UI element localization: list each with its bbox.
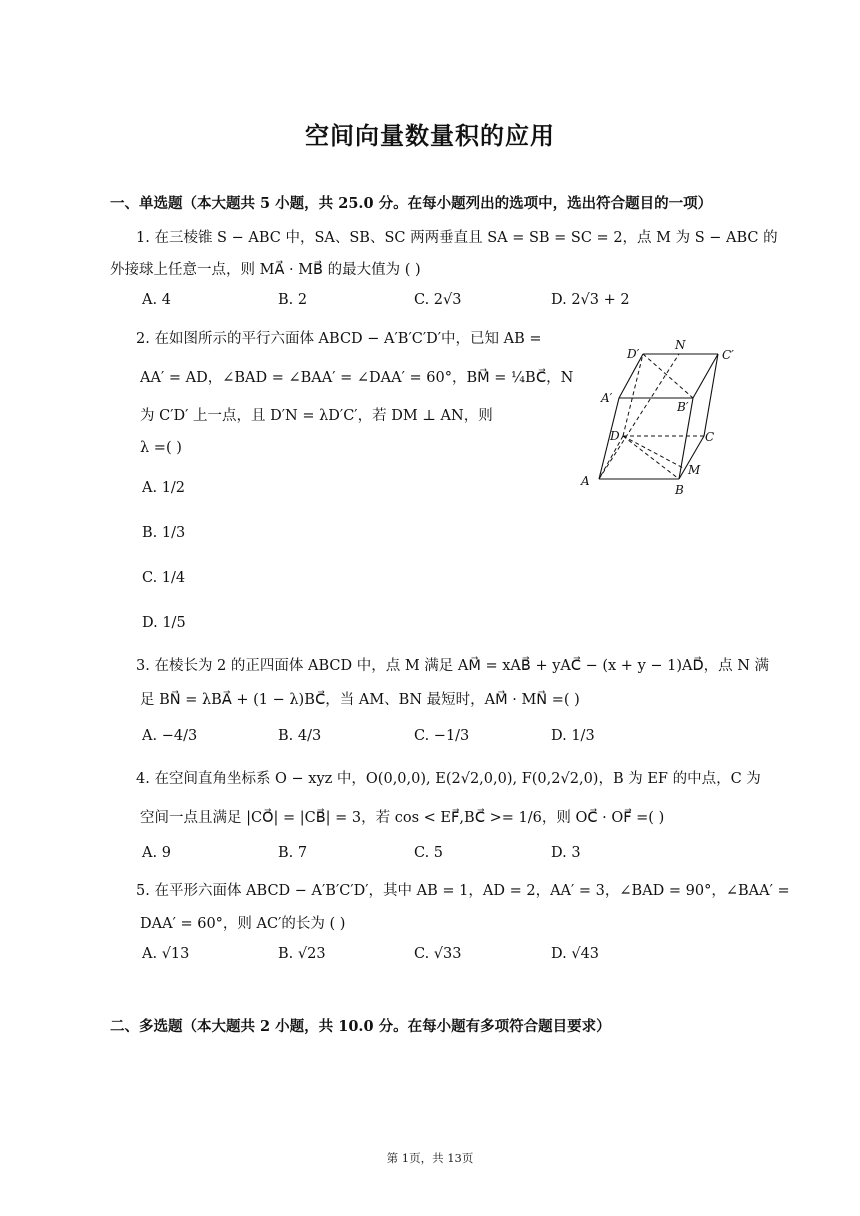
question-3-option-a: A. −4/3 bbox=[142, 728, 198, 744]
question-3-line-2: 足 BN⃗ = λBA⃗ + (1 − λ)BC⃗，当 AM、BN 最短时，AM⃗ · MN⃗ =( ) bbox=[140, 692, 580, 708]
question-1-line-1: 1. 在三棱锥 S − ABC 中，SA、SB、SC 两两垂直且 SA = SB = SC = 2，点 M 为 S − ABC 的 bbox=[136, 230, 778, 246]
question-5-option-a: A. √13 bbox=[142, 946, 190, 962]
question-1-option-b: B. 2 bbox=[278, 292, 308, 308]
figure-label-c-prime: C′ bbox=[722, 348, 734, 362]
question-5-line-1: 5. 在平形六面体 ABCD − A′B′C′D′，其中 AB = 1，AD = 2，AA′ = 3，∠BAD = 90°，∠BAA′ = bbox=[136, 883, 790, 899]
page-title: 空间向量数量积的应用 bbox=[305, 121, 555, 150]
question-1-option-a: A. 4 bbox=[142, 292, 171, 308]
question-2-line-2: AA′ = AD，∠BAD = ∠BAA′ = ∠DAA′ = 60°，BM⃗ = ¼BC⃗，N bbox=[140, 370, 574, 386]
question-1-option-c: C. 2√3 bbox=[414, 292, 462, 308]
question-5-option-b: B. √23 bbox=[278, 946, 326, 962]
figure-label-d-prime: D′ bbox=[627, 347, 640, 361]
figure-label-c: C bbox=[705, 430, 715, 444]
question-2-line-1: 2. 在如图所示的平行六面体 ABCD − A′B′C′D′中，已知 AB = bbox=[136, 331, 542, 347]
figure-label-b: B bbox=[675, 483, 684, 497]
figure-label-a-prime: A′ bbox=[601, 391, 613, 405]
question-4-line-2: 空间一点且满足 |CO⃗| = |CB⃗| = 3，若 cos < EF⃗,BC⃗ >= 1/6，则 OC⃗ · OF⃗ =( ) bbox=[140, 810, 665, 826]
figure-label-a: A bbox=[581, 474, 590, 488]
question-5-option-c: C. √33 bbox=[414, 946, 462, 962]
question-4-option-c: C. 5 bbox=[414, 845, 444, 861]
question-3-line-1: 3. 在棱长为 2 的正四面体 ABCD 中，点 M 满足 AM⃗ = xAB⃗ + yAC⃗ − (x + y − 1)AD⃗，点 N 满 bbox=[136, 658, 770, 674]
question-4-option-b: B. 7 bbox=[278, 845, 308, 861]
question-3-option-b: B. 4/3 bbox=[278, 728, 322, 744]
question-5-line-2: DAA′ = 60°，则 AC′的长为 ( ) bbox=[140, 916, 346, 932]
section-header-multiple-choice: 二、多选题（本大题共 2 小题，共 10.0 分。在每小题有多项符合题目要求） bbox=[110, 1018, 611, 1035]
question-5-option-d: D. √43 bbox=[551, 946, 600, 962]
question-2-option-a: A. 1/2 bbox=[142, 480, 186, 496]
question-2-line-4: λ =( ) bbox=[140, 440, 182, 456]
question-2-option-b: B. 1/3 bbox=[142, 525, 186, 541]
parallelepiped-figure bbox=[575, 332, 750, 500]
figure-label-n: N bbox=[675, 338, 686, 352]
page-footer: 第 1页，共 13页 bbox=[386, 1151, 474, 1165]
question-3-option-d: D. 1/3 bbox=[551, 728, 595, 744]
question-4-option-d: D. 3 bbox=[551, 845, 581, 861]
question-2-option-d: D. 1/5 bbox=[142, 615, 186, 631]
section-header-single-choice: 一、单选题（本大题共 5 小题，共 25.0 分。在每小题列出的选项中，选出符合题目的一项） bbox=[110, 195, 713, 212]
figure-label-d: D bbox=[610, 429, 620, 443]
question-1-option-d: D. 2√3 + 2 bbox=[551, 292, 630, 308]
question-2-line-3: 为 C′D′ 上一点，且 D′N = λD′C′，若 DM ⊥ AN，则 bbox=[140, 408, 493, 424]
question-2-option-c: C. 1/4 bbox=[142, 570, 186, 586]
question-3-option-c: C. −1/3 bbox=[414, 728, 470, 744]
figure-label-b-prime: B′ bbox=[677, 400, 689, 414]
figure-label-m: M bbox=[688, 463, 701, 477]
question-4-line-1: 4. 在空间直角坐标系 O − xyz 中，O(0,0,0), E(2√2,0,0), F(0,2√2,0)，B 为 EF 的中点，C 为 bbox=[136, 771, 761, 787]
question-1-line-2: 外接球上任意一点，则 MA⃗ · MB⃗ 的最大值为 ( ) bbox=[110, 262, 421, 278]
question-4-option-a: A. 9 bbox=[142, 845, 171, 861]
